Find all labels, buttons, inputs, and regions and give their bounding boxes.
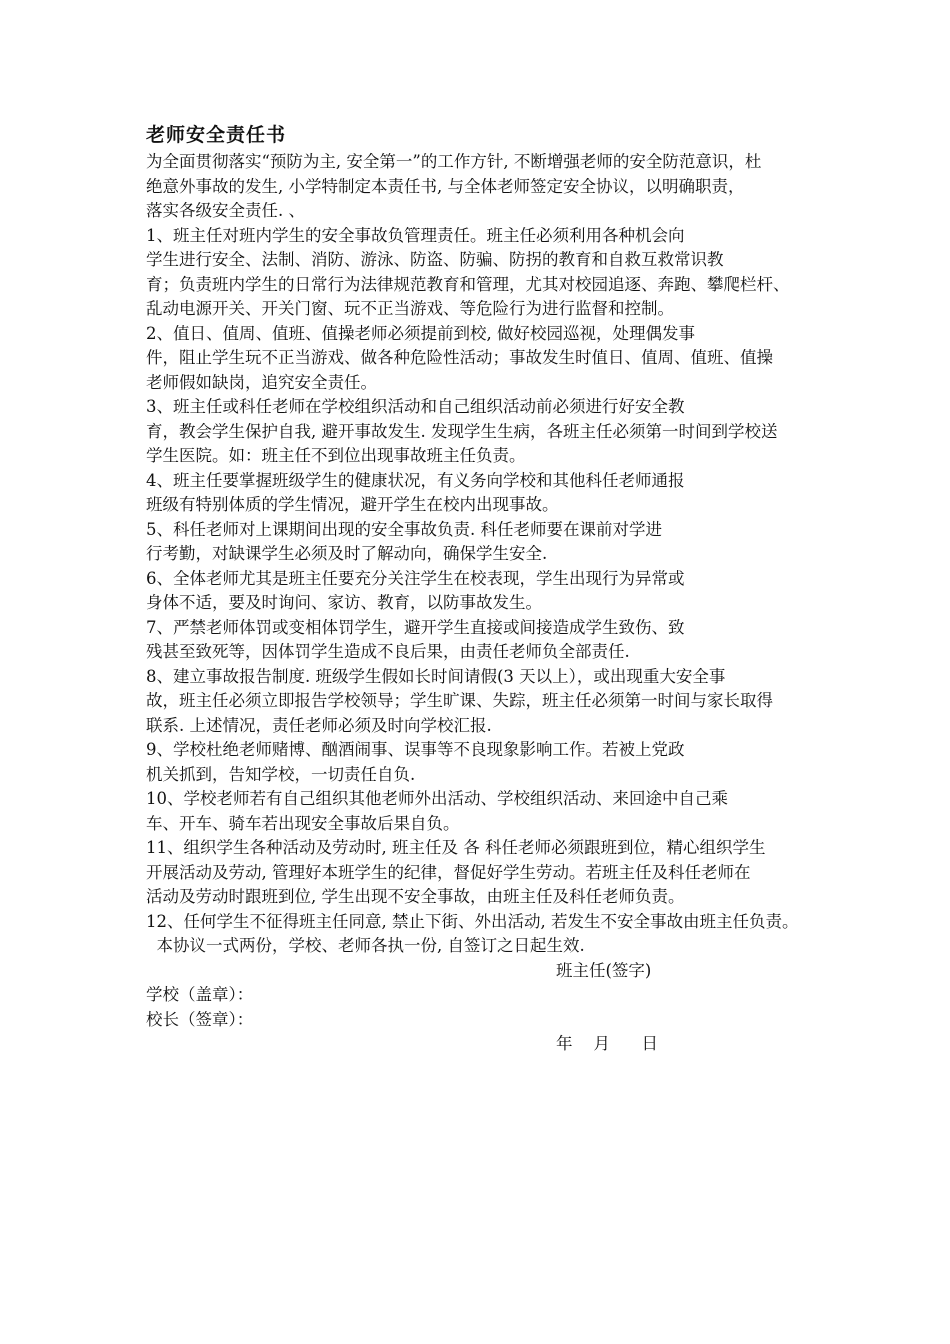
body-line: 本协议一式两份，学校、老师各执一份, 自签订之日起生效. [146, 936, 585, 955]
body-line: 6、全体老师尤其是班主任要充分关注学生在校表现，学生出现行为异常或 [146, 568, 685, 588]
body-line: 机关抓到，告知学校，一切责任自负. [146, 764, 416, 784]
body-line: 学生进行安全、法制、消防、游泳、防盗、防骗、防拐的教育和自救互救常识教 [146, 250, 724, 269]
school-seal-label: 学校（盖章）： [146, 985, 254, 1004]
body-line: 2、值日、值周、值班、值操老师必须提前到校, 做好校园巡视，处理偶发事 [146, 323, 695, 343]
body-line: 落实各级安全责任. 、 [146, 201, 305, 220]
document-page [146, 120, 826, 1057]
body-line: 9、学校杜绝老师赌博、酗酒闹事、误事等不良现象影响工作。若被上党政 [146, 740, 685, 759]
body-line: 1、班主任对班内学生的安全事故负管理责任。班主任必须利用各种机会向 [146, 225, 685, 245]
body-line: 残甚至致死等，因体罚学生造成不良后果，由责任老师负全部责任. [146, 642, 630, 661]
body-line: 10、学校老师若有自己组织其他老师外出活动、学校组织活动、来回途中自己乘 [146, 789, 728, 808]
body-line: 3、班主任或科任老师在学校组织活动和自己组织活动前必须进行好安全教 [146, 397, 685, 416]
principal-seal-label: 校长（签章）： [146, 1009, 254, 1029]
body-line: 育，教会学生保护自我, 避开事故发生. 发现学生生病，各班主任必须第一时间到学校送 [146, 421, 778, 441]
body-line: 故，班主任必须立即报告学校领导；学生旷课、失踪，班主任必须第一时间与家长取得 [146, 691, 773, 710]
body-line: 4、班主任要掌握班级学生的健康状况，有义务向学校和其他科任老师通报 [146, 470, 685, 490]
body-line: 绝意外事故的发生, 小学特制定本责任书, 与全体老师签定安全协议，以明确职责， [146, 176, 745, 196]
body-line: 学生医院。如：班主任不到位出现事故班主任负责。 [146, 446, 526, 465]
body-line: 车、开车、骑车若出现安全事故后果自负。 [146, 813, 460, 833]
body-line: 件，阻止学生玩不正当游戏、做各种危险性活动；事故发生时值日、值周、值班、值操 [146, 348, 773, 367]
body-line: 8、建立事故报告制度. 班级学生假如长时间请假(3 天以上），或出现重大安全事 [146, 666, 726, 686]
body-line: 11、组织学生各种活动及劳动时, 班主任及 各 科任老师必须跟班到位，精心组织学生 [146, 838, 766, 857]
document-title: 老师安全责任书 [146, 124, 287, 146]
body-line: 身体不适，要及时询问、家访、教育，以防事故发生。 [146, 593, 542, 612]
body-line: 5、科任老师对上课期间出现的安全事故负责. 科任老师要在课前对学进 [146, 519, 662, 539]
body-line: 行考勤，对缺课学生必须及时了解动向，确保学生安全. [146, 544, 548, 563]
body-line: 7、严禁老师体罚或变相体罚学生，避开学生直接或间接造成学生致伤、致 [146, 617, 685, 637]
body-line: 活动及劳动时跟班到位, 学生出现不安全事故，由班主任及科任老师负责。 [146, 887, 685, 906]
body-line: 开展活动及劳动, 管理好本班学生的纪律，督促好学生劳动。若班主任及科任老师在 [146, 862, 751, 882]
body-line: 老师假如缺岗，追究安全责任。 [146, 372, 377, 392]
body-line: 乱动电源开关、开关门窗、玩不正当游戏、等危险行为进行监督和控制。 [146, 299, 674, 318]
body-line: 12、任何学生不征得班主任同意, 禁止下街、外出活动, 若发生不安全事故由班主任负责。 [146, 911, 799, 931]
body-line: 联系. 上述情况，责任老师必须及时向学校汇报. [146, 715, 492, 735]
document-body [146, 150, 826, 959]
body-line: 班级有特别体质的学生情况，避开学生在校内出现事故。 [146, 495, 559, 514]
body-line: 为全面贯彻落实“预防为主, 安全第一”的工作方针, 不断增强老师的安全防范意识，杜 [146, 152, 762, 171]
teacher-signature-label: 班主任(签字) [556, 960, 652, 980]
date-line: 年 月 日 [556, 1034, 658, 1053]
body-line: 育；负责班内学生的日常行为法律规范教育和管理，尤其对校园追逐、奔跑、攀爬栏杆、 [146, 274, 790, 294]
